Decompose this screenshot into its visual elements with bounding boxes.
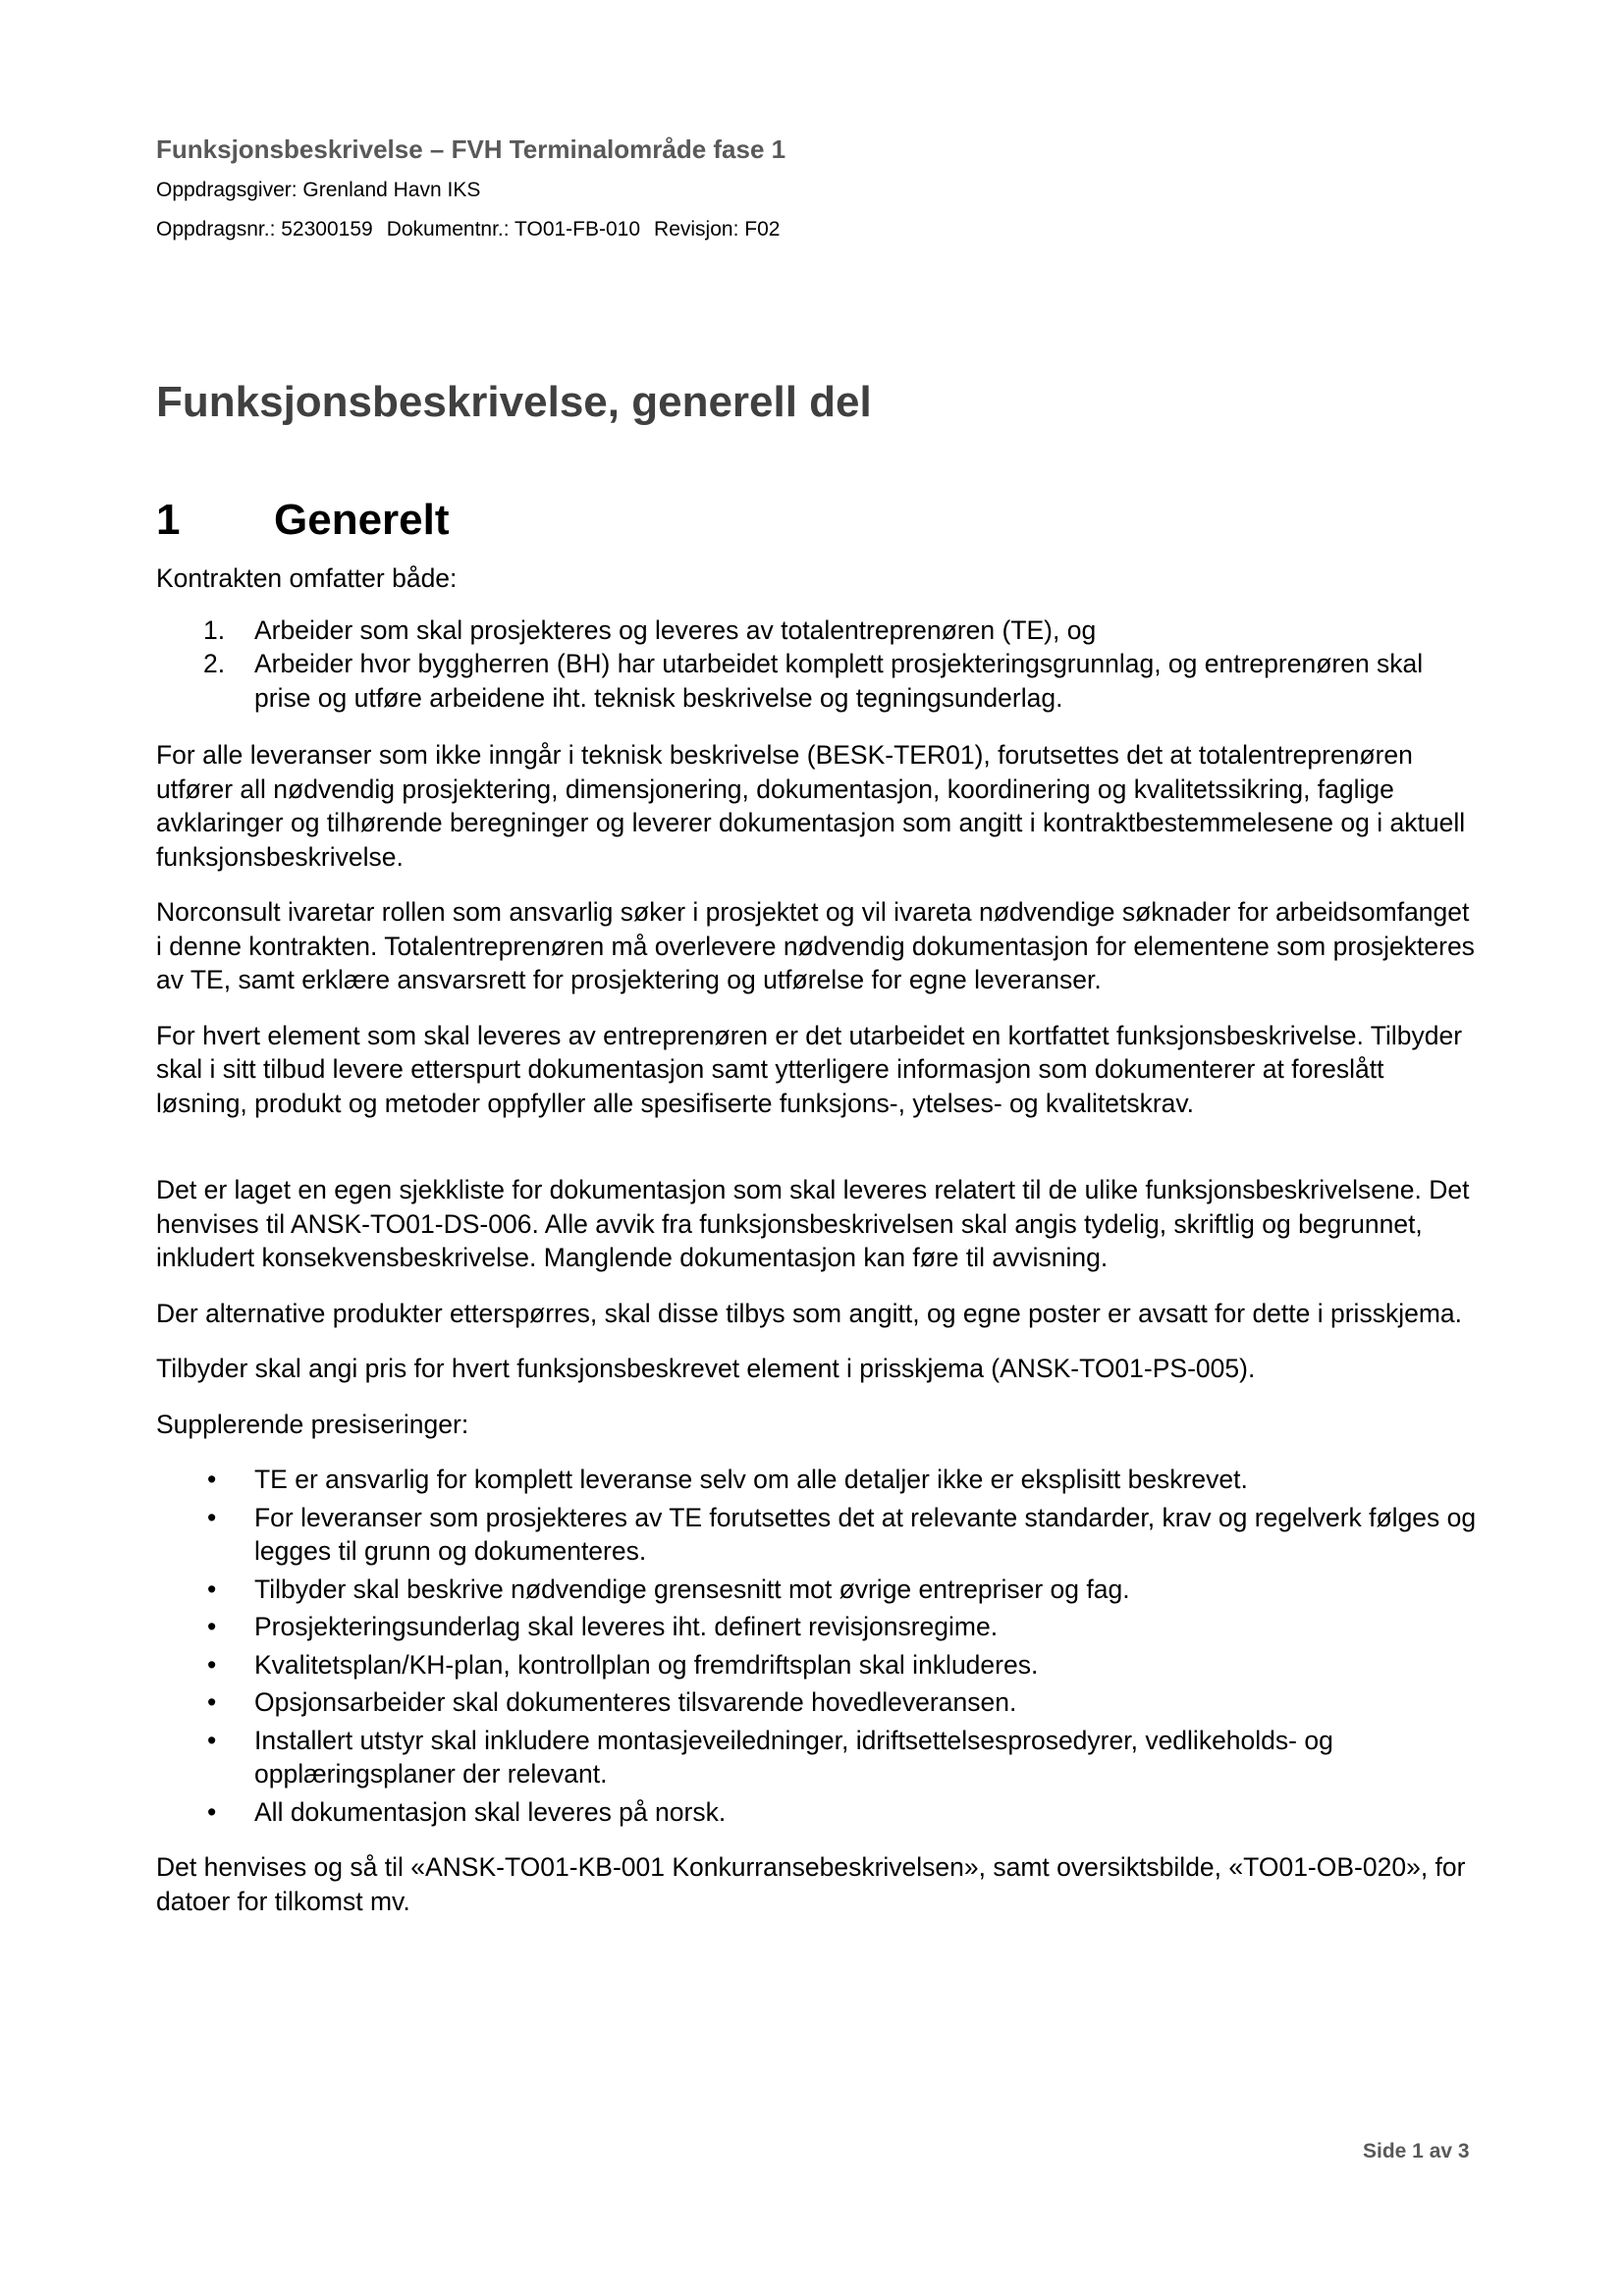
closing-paragraph: Det henvises og så til «ANSK-TO01-KB-001 Konkurransebeskrivelsen», samt oversiktsbilde, «TO01-OB-020», for datoer for tilkomst mv. [156,1852,1466,1916]
paragraph: Supplerende presiseringer: [156,1409,469,1439]
bullet-icon: • [207,1796,217,1827]
list-item-text: All dokumentasjon skal leveres på norsk. [254,1796,727,1827]
list-item [156,1795,1482,1830]
paragraph: Der alternative produkter etterspørres, skal disse tilbys som angitt, og egne poster er avsatt for dette i prisskjema. [156,1298,1462,1328]
header-title: Funksjonsbeskrivelse – FVH Terminalområde fase 1 [156,134,786,164]
document-title: Funksjonsbeskrivelse, generell del [156,378,872,426]
body-text [156,561,1482,1940]
page-number: Side 1 av 3 [1363,2140,1470,2163]
bullet-icon: • [207,1649,217,1680]
list-item [156,1648,1482,1682]
numbered-list [156,614,1482,716]
paragraph: Tilbyder skal angi pris for hvert funksjonsbeskrevet element i prisskjema (ANSK-TO01-PS-005). [156,1354,1256,1383]
paragraph: For alle leveranser som ikke inngår i teknisk beskrivelse (BESK-TER01), forutsettes det at totalentreprenøren utfører all nødvendig prosjektering, dimensjonering, dokumentasjon, koordinering og kvalitetssikring, faglige avklaringer og tilhørende beregninger og leverer dokumentasjon som angitt i kontraktbestemmelesene og i aktuell funksjonsbeskrivelse. [156,740,1466,872]
list-item [156,1501,1482,1569]
section-number: 1 [156,496,181,544]
list-item [156,1463,1482,1497]
list-item-text: Prosjekteringsunderlag skal leveres iht. definert revisjonsregime. [254,1612,999,1641]
page-content [156,128,1482,1916]
list-item [156,1610,1482,1644]
intro-paragraph: Kontrakten omfatter både: [156,563,458,593]
list-item [156,614,1482,648]
list-item [156,1573,1482,1607]
bullet-icon: • [207,1612,217,1641]
header-document-number: Dokumentnr.: TO01-FB-010 [386,218,641,240]
list-item-text: Arbeider hvor byggherren (BH) har utarbeidet komplett prosjekteringsgrunnlag, og entreprenøren skal prise og utføre arbeidene iht. teknisk beskrivelse og tegningsunderlag. [254,649,1424,713]
list-item [156,647,1482,715]
paragraph: For hvert element som skal leveres av entreprenøren er det utarbeidet en kortfattet funksjonsbeskrivelse. Tilbyder skal i sitt tilbud levere etterspurt dokumentasjon samt ytterligere informasjon som dokumenterer at foreslått løsning, produkt og metoder oppfyller alle spesifiserte funksjons-, ytelses- og kvalitetskrav. [156,1020,1463,1118]
list-item [156,1685,1482,1720]
list-item-text: Tilbyder skal beskrive nødvendige grensesnitt mot øvrige entrepriser og fag. [254,1574,1130,1604]
section-heading [156,491,450,550]
bullet-icon: • [207,1725,217,1755]
bullet-icon: • [207,1687,217,1717]
header-client: Oppdragsgiver: Grenland Havn IKS [156,179,481,201]
list-item [156,1724,1482,1791]
header-document-info [156,210,1482,249]
section-title: Generelt [274,496,450,544]
list-item-text: TE er ansvarlig for komplett leveranse selv om alle detaljer ikke er eksplisitt beskrevet. [254,1465,1248,1494]
list-item-text: Arbeider som skal prosjekteres og leveres av totalentreprenøren (TE), og [254,614,1097,645]
list-item-text: Kvalitetsplan/KH-plan, kontrollplan og fremdriftsplan skal inkluderes. [254,1649,1039,1680]
list-item-text: For leveranser som prosjekteres av TE forutsettes det at relevante standarder, krav og regelverk følges og legges til grunn og dokumenteres. [254,1502,1477,1566]
bullet-list [156,1463,1482,1829]
bullet-icon: • [207,1502,217,1532]
list-item-text: Installert utstyr skal inkludere montasjeveiledninger, idriftsettelsesprosedyrer, vedlikeholds- og opplæringsplaner der relevant. [254,1725,1333,1789]
bullet-icon: • [207,1465,217,1494]
list-item-number: 1. [203,614,226,645]
paragraph: Det er laget en egen sjekkliste for dokumentasjon som skal leveres relatert til de ulike funksjonsbeskrivelsene. Det henvises til ANSK-TO01-DS-006. Alle avvik fra funksjonsbeskrivelsen skal angis tydelig, skriftlig og begrunnet, inkludert konsekvensbeskrivelse. Manglende dokumentasjon kan føre til avvisning. [156,1175,1470,1272]
bullet-icon: • [207,1574,217,1604]
header-assignment-number: Oppdragsnr.: 52300159 [156,218,373,240]
document-header [156,128,1482,249]
list-item-text: Opsjonsarbeider skal dokumenteres tilsvarende hovedleveransen. [254,1687,1017,1717]
list-item-number: 2. [203,649,226,678]
header-revision: Revisjon: F02 [654,218,781,240]
paragraph: Norconsult ivaretar rollen som ansvarlig søker i prosjektet og vil ivareta nødvendige søknader for arbeidsomfanget i denne kontrakten. Totalentreprenøren må overlevere nødvendig dokumentasjon for elementene som prosjekteres av TE, samt erklære ansvarsrett for prosjektering og utførelse for egne leveranser. [156,897,1475,994]
